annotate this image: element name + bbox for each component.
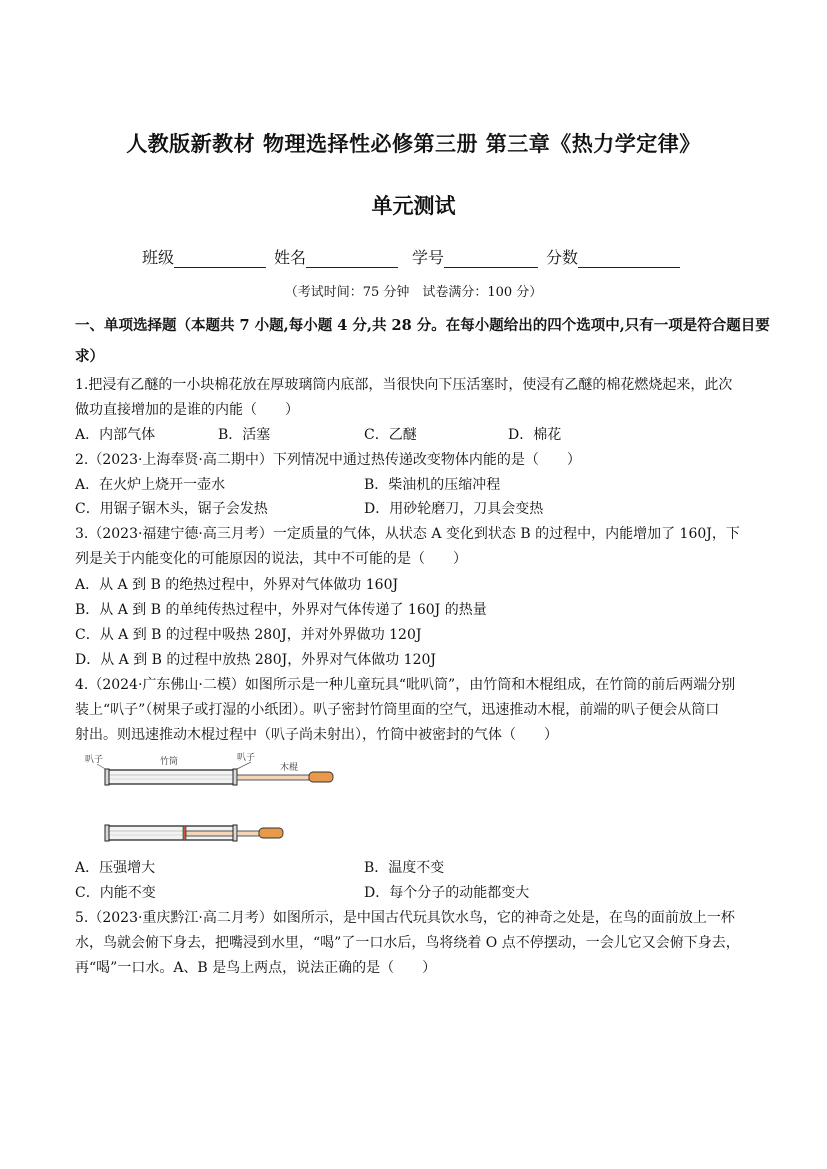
student-info-row — [142, 245, 680, 268]
q1-option-d: D．棉花 — [508, 427, 562, 443]
student-id-blank[interactable] — [444, 249, 538, 268]
q2-option-c: C．用锯子锯木头，锯子会发热 — [75, 501, 268, 517]
label-stick: 木棍 — [280, 763, 299, 773]
exam-time-note: （考试时间：75 分钟 试卷满分：100 分） — [284, 285, 543, 300]
name-label: 姓名 — [274, 248, 307, 267]
question-5-stem-cont: 水，鸟就会俯下身去，把嘴浸到水里，“喝”了一口水后，鸟将绕着 O 点不停摆动，一会儿它又会俯下身去， — [75, 935, 740, 951]
q3-option-c: C．从 A 到 B 的过程中吸热 280J，并对外界做功 120J — [75, 627, 422, 643]
question-1-stem: 1.把浸有乙醚的一小块棉花放在厚玻璃筒内底部，当很快向下压活塞时，使浸有乙醚的棉花燃烧起来，此次 — [75, 377, 733, 393]
question-3-stem-cont: 列是关于内能变化的可能原因的说法，其中不可能的是（ ） — [75, 551, 467, 567]
q4-option-a: A．压强增大 — [75, 860, 156, 876]
question-2-stem: 2.（2023·上海奉贤·高二期中）下列情况中通过热传递改变物体内能的是（ ） — [75, 452, 581, 468]
student-id-label: 学号 — [412, 248, 445, 267]
score-label: 分数 — [546, 248, 579, 267]
question-4-stem: 4.（2024·广东佛山·二模）如图所示是一种儿童玩具“吡叭筒”，由竹筒和木棍组成，在竹筒的前后两端分别 — [75, 677, 736, 693]
question-4-stem-cont2: 射出。则迅速推动木棍过程中（叭子尚未射出），竹筒中被密封的气体（ ） — [75, 727, 558, 743]
q1-option-a: A．内部气体 — [75, 427, 156, 443]
question-1-stem-cont: 做功直接增加的是谁的内能（ ） — [75, 402, 299, 418]
question-3-stem: 3.（2023·福建宁德·高三月考）一定质量的气体，从状态 A 变化到状态 B 的过程中，内能增加了 160J，下 — [75, 526, 740, 542]
name-blank[interactable] — [306, 249, 398, 268]
bamboo-tube-figure — [75, 748, 345, 848]
class-blank[interactable] — [174, 249, 266, 268]
score-blank[interactable] — [578, 249, 680, 268]
q2-option-d: D．用砂轮磨刀，刀具会变热 — [364, 501, 544, 517]
tube-after — [105, 825, 283, 841]
q3-option-b: B．从 A 到 B 的单纯传热过程中，外界对气体传递了 160J 的热量 — [75, 602, 487, 618]
q4-option-c: C．内能不变 — [75, 885, 156, 901]
q2-option-b: B．柴油机的压缩冲程 — [364, 477, 501, 493]
page-subtitle: 单元测试 — [371, 193, 456, 218]
q1-option-b: B．活塞 — [218, 427, 271, 443]
label-bamboo: 竹筒 — [160, 757, 179, 767]
tube-before — [105, 769, 333, 785]
class-label: 班级 — [142, 248, 175, 267]
q3-option-a: A．从 A 到 B 的绝热过程中，外界对气体做功 160J — [75, 577, 399, 593]
q1-option-c: C．乙醚 — [364, 427, 417, 443]
q2-option-a: A．在火炉上烧开一壶水 — [75, 477, 226, 493]
question-5-stem-cont2: 再“喝”一口水。A、B 是鸟上两点，说法正确的是（ ） — [75, 960, 437, 976]
section-heading-cont: 求） — [75, 348, 104, 365]
page-title: 人教版新教材 物理选择性必修第三册 第三章《热力学定律》 — [126, 131, 701, 156]
section-heading: 一、单项选择题（本题共 7 小题,每小题 4 分,共 28 分。在每小题给出的四个选项中,只有一项是符合题目要 — [75, 317, 770, 334]
label-bazi-back: 叭子 — [237, 753, 256, 763]
question-5-stem: 5.（2023·重庆黔江·高二月考）如图所示，是中国古代玩具饮水鸟，它的神奇之处是，在鸟的面前放上一杯 — [75, 910, 735, 926]
q4-option-d: D．每个分子的动能都变大 — [364, 885, 530, 901]
q4-option-b: B．温度不变 — [364, 860, 445, 876]
question-4-stem-cont: 装上“叭子”（树果子或打湿的小纸团）。叭子密封竹筒里面的空气，迅速推动木棍，前端的叭子便会从筒口 — [75, 702, 720, 718]
label-bazi-front: 叭子 — [85, 755, 104, 765]
q3-option-d: D．从 A 到 B 的过程中放热 280J，外界对气体做功 120J — [75, 652, 436, 668]
